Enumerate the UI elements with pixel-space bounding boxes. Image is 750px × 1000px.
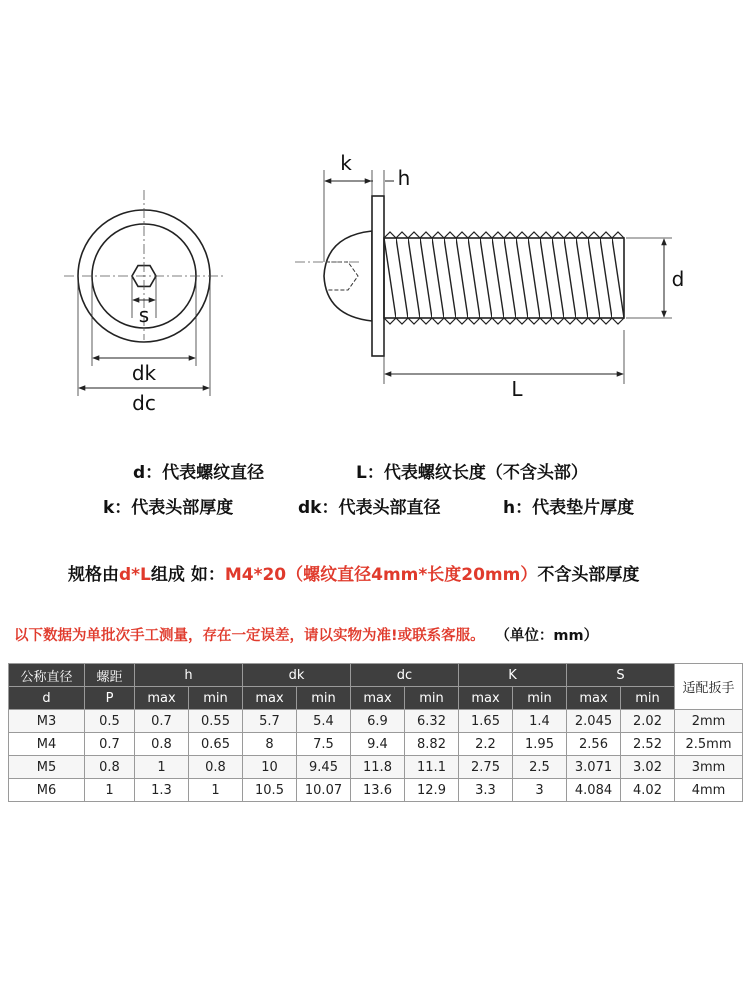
header-min: min	[297, 687, 351, 710]
table-cell: 6.9	[351, 710, 405, 733]
table-cell: 2mm	[675, 710, 743, 733]
header-max: max	[459, 687, 513, 710]
table-cell: 3.3	[459, 779, 513, 802]
table-cell: 0.8	[85, 756, 135, 779]
dk-label: dk	[131, 361, 157, 385]
table-cell: 3	[513, 779, 567, 802]
table-cell: 9.4	[351, 733, 405, 756]
table-cell: M5	[9, 756, 85, 779]
notice-text: 以下数据为单批次手工测量，存在一定误差，请以实物为准!或联系客服。	[14, 628, 485, 644]
table-cell: 9.45	[297, 756, 351, 779]
k-label: k	[340, 151, 352, 175]
technical-drawing	[0, 0, 750, 420]
table-row	[9, 756, 743, 779]
header-min: min	[513, 687, 567, 710]
spec-middle: 组成 如：	[150, 565, 225, 585]
front-view	[64, 190, 226, 415]
spec-table	[8, 663, 743, 802]
table-cell: 0.7	[135, 710, 189, 733]
header-nominal-sub: d	[9, 687, 85, 710]
table-cell: 11.8	[351, 756, 405, 779]
table-cell: 0.5	[85, 710, 135, 733]
button-head	[324, 231, 372, 321]
table-cell: 13.6	[351, 779, 405, 802]
table-cell: 11.1	[405, 756, 459, 779]
table-body	[9, 710, 743, 802]
table-cell: 4mm	[675, 779, 743, 802]
table-cell: 2.5	[513, 756, 567, 779]
socket-hidden-lines	[326, 262, 358, 290]
header-pitch: 螺距	[85, 664, 135, 687]
table-cell: 2.56	[567, 733, 621, 756]
table-cell: 0.55	[189, 710, 243, 733]
legend-d: d：代表螺纹直径	[133, 463, 265, 483]
spec-formula: d*L	[119, 565, 151, 585]
table-cell: 1	[85, 779, 135, 802]
table-cell: M4	[9, 733, 85, 756]
table-cell: 0.65	[189, 733, 243, 756]
table-cell: 2.52	[621, 733, 675, 756]
header-pitch-sub: P	[85, 687, 135, 710]
thread-crests-bottom	[384, 318, 624, 324]
header-k: K	[459, 664, 567, 687]
table-cell: M3	[9, 710, 85, 733]
table-cell: M6	[9, 779, 85, 802]
spec-example: M4*20（螺纹直径4mm*长度20mm）	[224, 565, 538, 585]
measurement-notice	[14, 624, 598, 645]
table-row	[9, 733, 743, 756]
header-dc: dc	[351, 664, 459, 687]
s-label: s	[138, 303, 150, 327]
unit-label: （单位：mm）	[502, 628, 599, 644]
header-h: h	[135, 664, 243, 687]
table-cell: 3mm	[675, 756, 743, 779]
table-cell: 5.7	[243, 710, 297, 733]
table-cell: 8	[243, 733, 297, 756]
table-cell: 6.32	[405, 710, 459, 733]
table-cell: 4.02	[621, 779, 675, 802]
h-label: h	[397, 166, 411, 190]
side-view	[295, 151, 684, 401]
table-cell: 2.5mm	[675, 733, 743, 756]
header-max: max	[351, 687, 405, 710]
legend-dk: dk：代表头部直径	[298, 498, 441, 518]
header-wrench: 适配扳手	[675, 664, 743, 710]
header-min: min	[405, 687, 459, 710]
legend-k: k：代表头部厚度	[103, 498, 234, 518]
table-cell: 2.045	[567, 710, 621, 733]
table-cell: 1.95	[513, 733, 567, 756]
header-max: max	[243, 687, 297, 710]
thread-crests-top	[384, 232, 624, 238]
table-cell: 1	[189, 779, 243, 802]
table-row	[9, 779, 743, 802]
table-cell: 0.7	[85, 733, 135, 756]
table-cell: 2.75	[459, 756, 513, 779]
legend-h: h：代表垫片厚度	[503, 498, 635, 518]
table-cell: 3.02	[621, 756, 675, 779]
table-cell: 2.2	[459, 733, 513, 756]
header-min: min	[189, 687, 243, 710]
table-cell: 5.4	[297, 710, 351, 733]
table-cell: 1.65	[459, 710, 513, 733]
table-cell: 0.8	[135, 733, 189, 756]
spec-suffix: 不含头部厚度	[537, 565, 640, 585]
table-cell: 10.5	[243, 779, 297, 802]
table-cell: 1	[135, 756, 189, 779]
table-cell: 1.4	[513, 710, 567, 733]
legend-L: L：代表螺纹长度（不含头部）	[356, 463, 588, 483]
spec-format-line	[68, 560, 639, 585]
spec-prefix: 规格由	[68, 565, 119, 585]
table-cell: 4.084	[567, 779, 621, 802]
threaded-shank	[384, 238, 624, 318]
table-cell: 12.9	[405, 779, 459, 802]
table-cell: 0.8	[189, 756, 243, 779]
header-max: max	[135, 687, 189, 710]
header-nominal: 公称直径	[9, 664, 85, 687]
table-cell: 1.3	[135, 779, 189, 802]
d-label: d	[671, 267, 685, 291]
table-cell: 2.02	[621, 710, 675, 733]
dc-label: dc	[132, 391, 156, 415]
header-min: min	[621, 687, 675, 710]
L-label: L	[511, 377, 523, 401]
table-cell: 3.071	[567, 756, 621, 779]
header-s: S	[567, 664, 675, 687]
table-row	[9, 710, 743, 733]
table-cell: 7.5	[297, 733, 351, 756]
header-dk: dk	[243, 664, 351, 687]
header-max: max	[567, 687, 621, 710]
washer-flange	[372, 196, 384, 356]
table-cell: 10	[243, 756, 297, 779]
table-cell: 10.07	[297, 779, 351, 802]
table-cell: 8.82	[405, 733, 459, 756]
